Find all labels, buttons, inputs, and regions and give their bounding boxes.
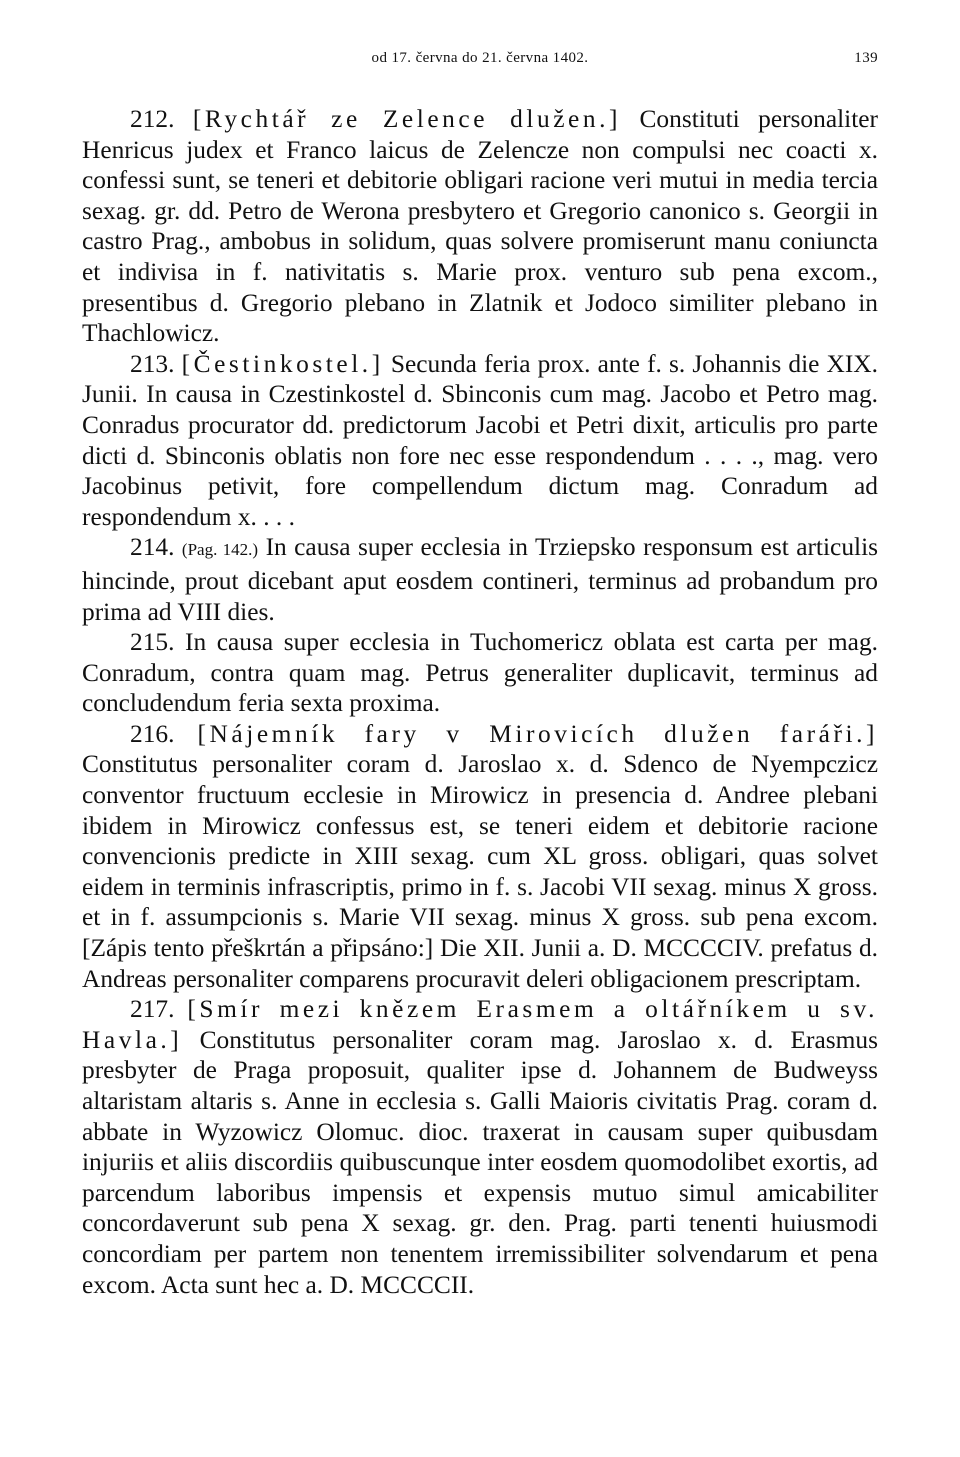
entry-number: 214. bbox=[130, 533, 175, 562]
entry-text: Constitutus personaliter coram d. Jaroslao x. d. Sdenco de Nyempczicz conventor fructuum ecclesie in Mirowicz in presencia d. Andree plebani ibidem in Mirowicz confessus est, se teneri eidem et debitorie racione convencionis predicte in XIII sexag. cum XL gross. obligari, quas solvet eidem in terminis infrascriptis, primo in f. s. Jacobi VII sexag. minus X gross. et in f. assumpcionis s. Marie VII sexag. minus X gross. sub pena excom. [Zápis tento přeškrtán a připsáno:] Die XII. Junii a. D. MCCCCIV. prefatus d. Andreas personaliter comparens procuravit deleri obligacionem prescriptam. bbox=[82, 750, 878, 993]
entry-text: Secunda feria prox. ante f. s. Johannis die XIX. Junii. In causa in Czestinkostel d. Sbinconis cum mag. Jacobo et Petro mag. Conradus procurator dd. predictorum Jacobi et Petri dixit, articulis pro parte dicti d. Sbinconis oblatis non fore nec esse respondendum . . . ., mag. vero Jacobinus petivit, fore compellendum dictum mag. Conradum ad respondendum x. . . . bbox=[82, 349, 878, 531]
page-reference: (Pag. 142.) bbox=[181, 540, 259, 560]
entry-text: Constitutus personaliter coram mag. Jaroslao x. d. Erasmus presbyter de Praga proposuit, qualiter ipse d. Johannem de Budweyss altaristam altaris s. Anne in ecclesia s. Galli Maioris civitatis Prag. coram d. abbate in Wyzowicz Olomuc. dioc. traxerat in causam super quibusdam injuriis et aliis discordiis quibuscunque inter eosdem quomodolibet exortis, ad parcendum laboribus impensis et expensis mutuo simul amicabiliter concordaverunt sub pena X sexag. gr. den. Prag. parti tenenti huiusmodi concordiam per partem non tenentem irremissibiliter solvendarum et pena excom. Acta sunt hec a. D. MCCCCII. bbox=[82, 1025, 878, 1299]
running-title: od 17. června do 21. června 1402. bbox=[371, 50, 589, 66]
entry-text: In causa super ecclesia in Tuchomericz oblata est carta per mag. Conradum, contra quam mag. Petrus generaliter duplicavit, terminus ad concludendum feria sexta proxima. bbox=[82, 628, 878, 718]
entry-heading: [Čestinkostel.] bbox=[181, 349, 384, 378]
entry-number: 217. bbox=[130, 995, 175, 1024]
entry-heading: [Nájemník fary v Mirovicích dlužen faráři.] bbox=[197, 719, 878, 748]
entry-heading: [Smír mezi knězem Erasmem a oltářníkem u sv. Havla.] bbox=[82, 995, 878, 1054]
entry-212 bbox=[82, 104, 878, 349]
document-body bbox=[82, 104, 878, 1300]
entry-text: In causa super ecclesia in Trziepsko responsum est articulis hincinde, prout dicebant aput eosdem contineri, terminus ad probandum pro prima ad VIII dies. bbox=[82, 533, 878, 626]
entry-215 bbox=[82, 627, 878, 719]
entry-number: 215. bbox=[130, 628, 175, 657]
running-head bbox=[82, 50, 878, 70]
entry-heading: [Rychtář ze Zelence dlužen.] bbox=[192, 105, 622, 133]
page-number: 139 bbox=[854, 50, 878, 66]
entry-text: Constituti personaliter Henricus judex et Franco laicus de Zelencze non compulsi nec coacti x. confessi sunt, se teneri et debitorie obligari racione veri mutui in media tercia sexag. gr. dd. Petro de Werona presbytero et Gregorio canonico s. Georgii in castro Prag., ambobus in solidum, quas solvere promiserunt manu coniuncta et indivisa in f. nativitatis s. Marie prox. venturo sub pena excom., presentibus d. Gregorio plebano in Zlatnik et Jodoco similiter plebano in Thachlowicz. bbox=[82, 105, 878, 348]
entry-217 bbox=[82, 994, 878, 1300]
entry-number: 213. bbox=[130, 349, 175, 378]
entry-number: 216. bbox=[130, 719, 175, 748]
entry-213 bbox=[82, 349, 878, 533]
entry-214 bbox=[82, 532, 878, 627]
entry-216 bbox=[82, 719, 878, 994]
entry-number: 212. bbox=[130, 105, 175, 133]
